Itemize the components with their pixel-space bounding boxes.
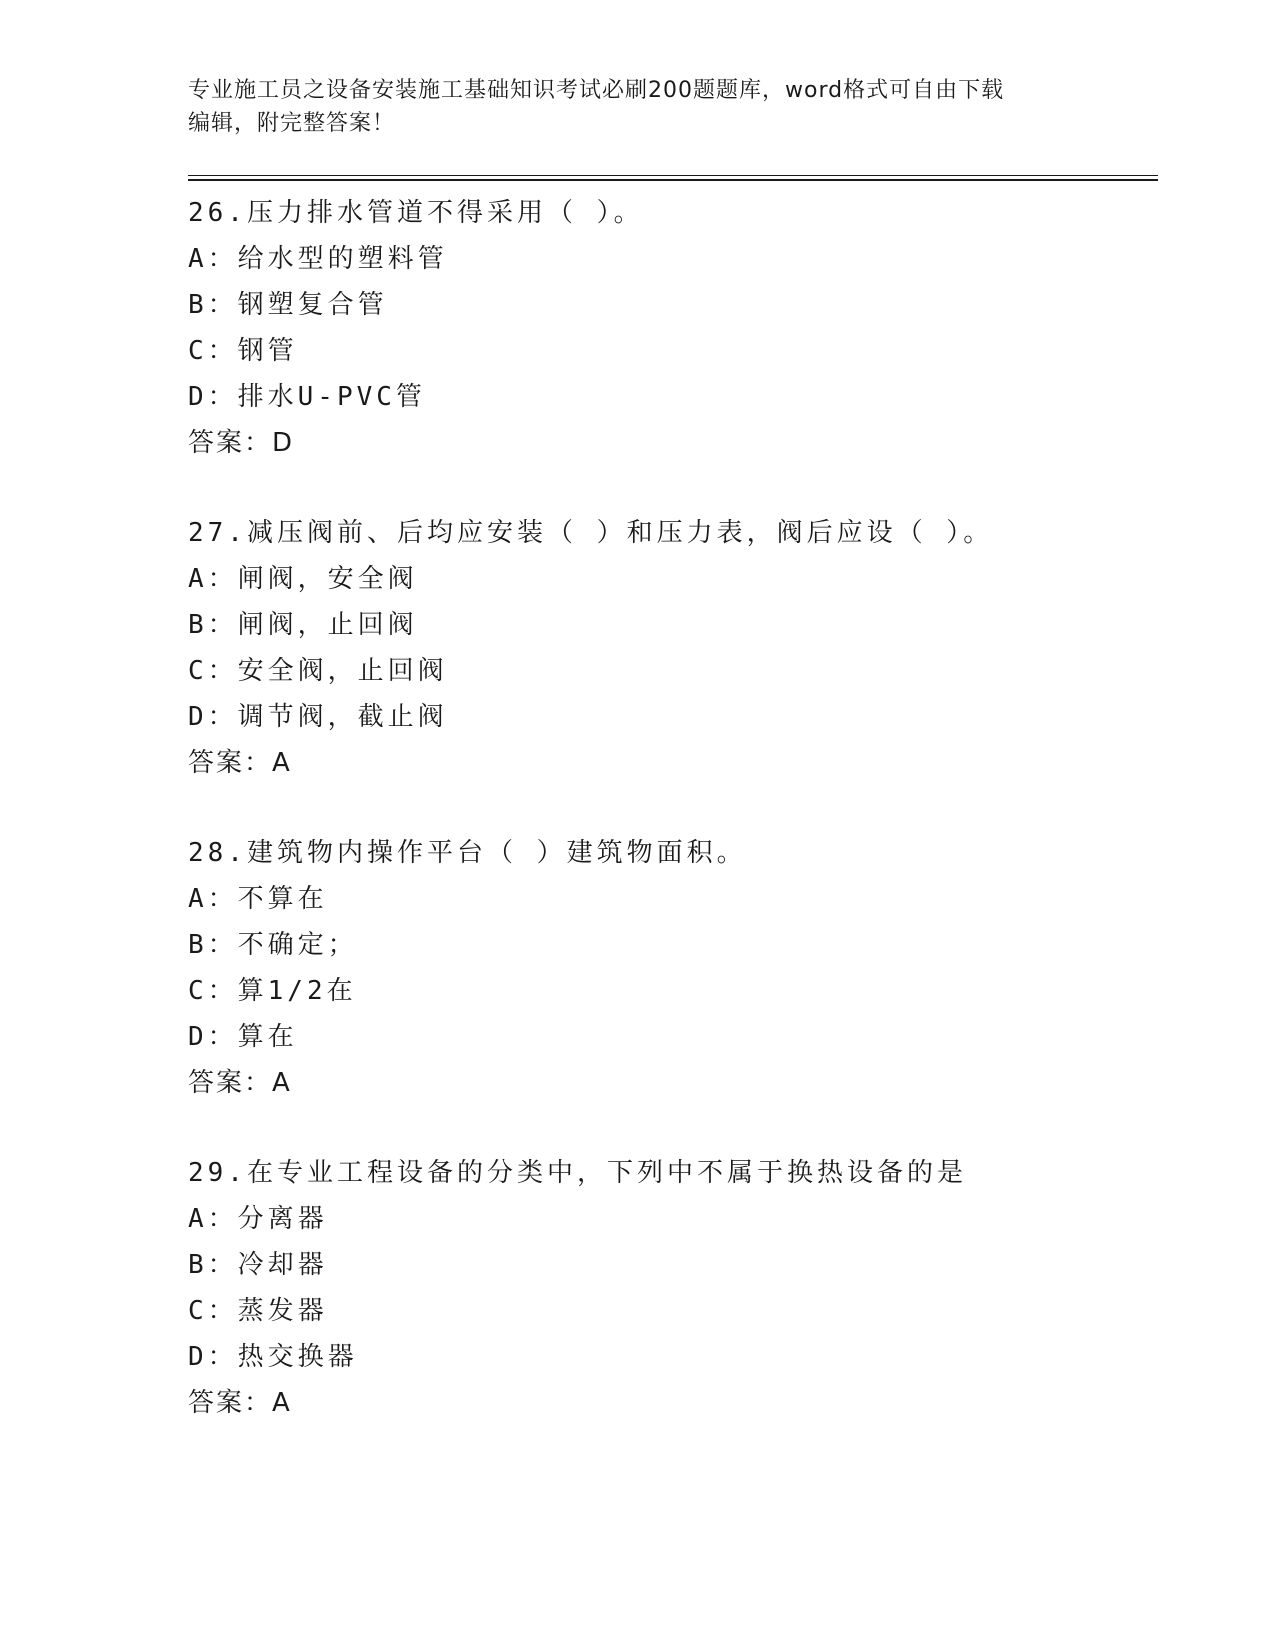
option-b: B：不确定；	[188, 930, 358, 960]
option-d: D：排水U-PVC管	[188, 382, 426, 412]
answer-line: 答案：D	[188, 428, 295, 458]
option-d: D：调节阀，截止阀	[188, 702, 448, 732]
header-divider-thin	[188, 175, 1158, 176]
question-stem: 29.在专业工程设备的分类中，下列中不属于换热设备的是	[188, 1158, 967, 1188]
answer-line: 答案：A	[188, 1388, 292, 1418]
question-28	[188, 830, 1168, 1106]
document-header	[188, 74, 1088, 140]
option-b: B：闸阀，止回阀	[188, 610, 418, 640]
option-a: A：不算在	[188, 884, 328, 914]
option-c: C：钢管	[188, 336, 298, 366]
question-27	[188, 510, 1168, 786]
option-b: B：钢塑复合管	[188, 290, 388, 320]
option-a: A：闸阀，安全阀	[188, 564, 418, 594]
option-c: C：安全阀，止回阀	[188, 656, 448, 686]
question-29	[188, 1150, 1168, 1426]
question-stem: 27.减压阀前、后均应安装（ ）和压力表，阀后应设（ ）。	[188, 518, 994, 548]
answer-line: 答案：A	[188, 1068, 292, 1098]
answer-line: 答案：A	[188, 748, 292, 778]
option-d: D：热交换器	[188, 1342, 358, 1372]
header-title-line-1: 专业施工员之设备安装施工基础知识考试必刷200题题库，word格式可自由下载	[188, 78, 1005, 103]
question-26	[188, 190, 1168, 466]
question-list	[188, 190, 1168, 1470]
option-d: D：算在	[188, 1022, 298, 1052]
option-c: C：算1/2在	[188, 976, 357, 1006]
question-stem: 26.压力排水管道不得采用（ ）。	[188, 198, 644, 228]
option-a: A：分离器	[188, 1204, 328, 1234]
option-c: C：蒸发器	[188, 1296, 328, 1326]
header-title-line-2: 编辑，附完整答案！	[188, 111, 396, 136]
option-a: A：给水型的塑料管	[188, 244, 448, 274]
header-divider-thick	[188, 179, 1158, 181]
option-b: B：冷却器	[188, 1250, 328, 1280]
question-stem: 28.建筑物内操作平台（ ）建筑物面积。	[188, 838, 747, 868]
